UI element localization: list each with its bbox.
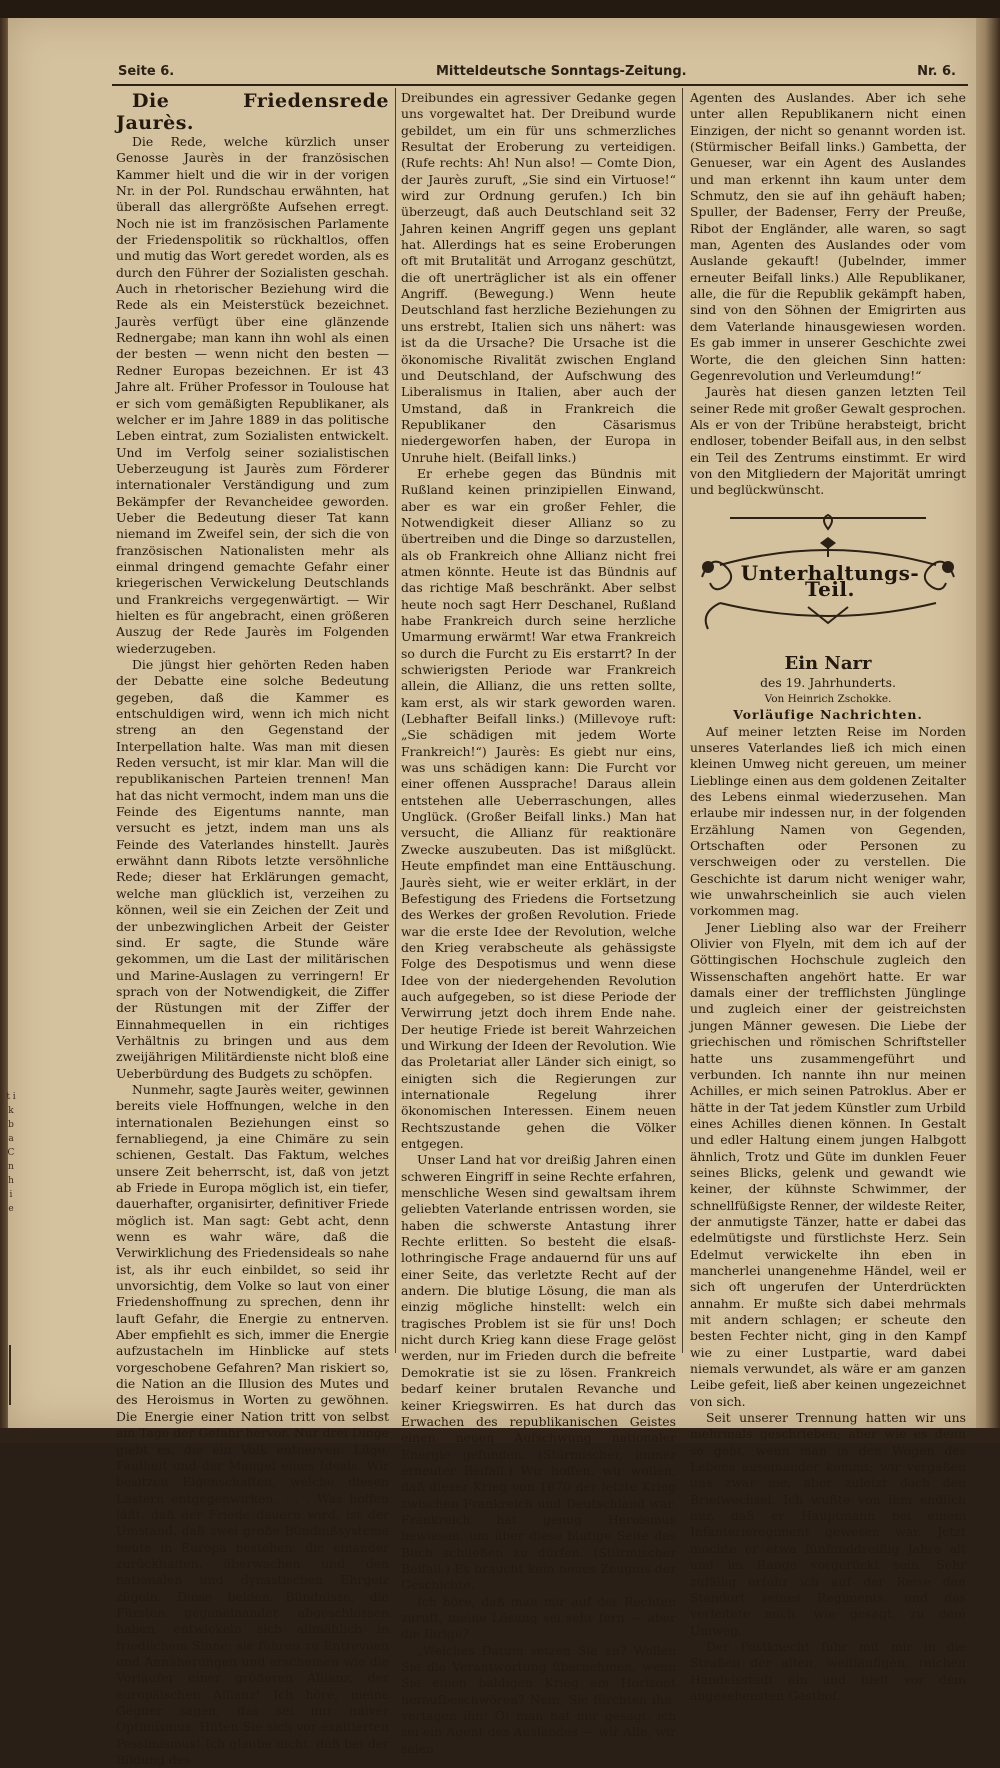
article-paragraph: Er erhebe gegen das Bündnis mit Rußland keinen prinzipiellen Einwand, aber es war ein großer Fehler, die Notwendigkeit dieser Allianz so zu übertreiben und die Dinge so darzustellen, als ob Frankreich ohne Allianz nicht frei atmen könnte. Heute ist das Bündnis auf das richtige Maß beschränkt. Aber selbst heute noch sagt Herr Deschanel, Rußland habe Frankreich durch seine herzliche Umarmung erwärmt! War etwa Frankreich so durch die Furcht zu Eis erstarrt? In der schwierigsten Periode war Frankreich allein, die Allianz, die uns retten sollte, kam erst, als wir stark geworden waren. (Lebhafter Beifall links.) (Millevoye ruft: „Sie schädigen mit jedem Worte Frankreich!“) Jaurès: Es giebt nur eins, was uns schädigen kann: Die Furcht vor einer offenen Aussprache! Daraus allein entstehen alle Ueberraschungen, alles Unglück. (Großer Beifall links.) Man hat versucht, die Allianz für reaktionäre Zwecke auszubeuten. Das ist mißglückt. Heute empfindet man eine Enttäuschung. Jaurès sieht, wie er weiter erklärt, in der Befestigung des Friedens die Fortsetzung des Werkes der großen Revolution. Friede war die erste Idee der Revolution, welche den Krieg verabscheute als gehässigste Folge des Despotismus und wenn diese Idee von der niedergehenden Revolution auch aufgegeben, so ist diese Periode der Verwirrung jetzt doch ihrem Ende nahe. Der heutige Friede ist bereit Wahrzeichen und Wirkung der Ideen der Revolution. Wie das Proletariat aller Länder sich einigt, so einigten sich die Regierungen zur internationale Regelung ihrer ökonomischen Interessen. Einem neuen Rechtszustande gehen die Völker entgegen. xyxy=(401,465,676,1151)
header-rule xyxy=(112,84,968,86)
article-paragraph: Ich höre, daß man mir auf der Rechten zuruft, meine Lösung sei sehr fern — aber die Ihrige? xyxy=(401,1593,676,1642)
issue-number: Nr. 6. xyxy=(917,64,956,79)
article-paragraph: Die jüngst hier gehörten Reden haben der Debatte eine solche Bedeutung gegeben, daß die Kammer es entschuldigen wird, wenn ich mich nicht streng an den Gegenstand der Interpellation halte. Was man mit diesen Reden versucht, ist mir klar. Man will die republikanischen Parteien trennen! Man hat das nicht vermocht, indem man uns die Feinde des Eigentums nannte, man versucht es jetzt, indem man uns als Feinde des Vaterlandes hinstellt. Jaurès erwähnt dann Ribots letzte versöhnliche Rede; dieser hat Erklärungen gemacht, welche man glücklich ist, verzeihen zu können, weil sie ein Zeichen der Zeit und der unbezwinglichen Arbeit der Geister sind. Er sagte, die Stunde wäre gekommen, um die Last der militärischen und Marine-Auslagen zu verringern! Er sprach von der Notwendigkeit, die Ziffer der Rüstungen mit der Ziffer der Einnahmequellen in ein richtiges Verhältnis zu bringen und aus dem zweijährigen Militärdienste nicht bloß eine Ueberbürdung des Budgets zu schöpfen. xyxy=(116,657,389,1081)
article-paragraph: Agenten des Auslandes. Aber ich sehe unter allen Republikanern nicht einen Einzigen, der nicht so genannt worden ist. (Stürmischer Beifall links.) Gambetta, der Genueser, war ein Agent des Auslandes und man erkennt ihn kaum unter dem Schmutz, den sie auf ihn gehäuft haben; Spuller, der Badenser, Ferry der Preuße, Ribot der Engländer, alle waren, so sagt man, Agenten des Auslandes oder vom Auslande gekauft! (Jubelnder, immer erneuter Beifall links.) Alle Republikaner, alle, die für die Republik gekämpft haben, sind von den Söhnen der Emigrirten aus dem Vaterlande hinausgewiesen worden. Es gab immer in unserer Geschichte zwei Worte, die den gleichen Sinn hatten: Gegenrevolution und Verleumdung!“ xyxy=(690,90,966,383)
story-subtitle: des 19. Jahrhunderts. xyxy=(760,674,896,690)
story-paragraph: Auf meiner letzten Reise im Norden unseres Vaterlandes ließ ich mich einen kleinen Umweg nicht gereuen, um meiner Lieblinge einen aus dem goldenen Zeitalter des Lebens einmal wiederzusehen. Man erlaube mir indessen nur, in der folgenden Erzählung Namen von Gegenden, Ortschaften oder Personen zu verschweigen oder zu verstellen. Die Geschichte ist darum nicht weniger wahr, wie unwahrscheinlich sie auch vielen vorkommen mag. xyxy=(690,723,966,919)
story-section-heading: Vorläufige Nachrichten. xyxy=(733,707,923,723)
story-paragraph: Seit unserer Trennung hatten wir uns mehrmals geschrieben; aber wie es denn so geht, wenn man in den Wogen des Lebens auseinander kommt; wir vergaßen uns zwar nie, aber zuletzt doch den Briefwechsel. Ich wußte von ihm endlich nur, daß er Hauptmann bei einem Infanterieregiment gewesen war. Jetzt mochte er etwa fünfunddreißig Jahre alt und im Range vorgerückt sein. Sehr zufällig erfuhr ich auf der Reise den Standort seines Regiments, und das verleitete mich, wie gesagt, zu dem Umweg. xyxy=(690,1410,966,1638)
article-paragraph: Dreibundes ein agressiver Gedanke gegen uns vorgewaltet hat. Der Dreibund wurde gebildet, um ein für uns schmerzliches Resultat der Eroberung zu verteidigen. (Rufe rechts: Ah! Nun also! — Comte Dion, der Jaurès zuruft, „Sie sind ein Virtuose!“ wird zur Ordnung gerufen.) Ich bin überzeugt, daß auch Deutschland seit 32 Jahren keinen Angriff gegen uns geplant hat. Allerdings hat es seine Eroberungen oft mit Brutalität und Arroganz geschützt, die oft unerträglicher ist als ein offener Angriff. (Bewegung.) Wenn heute Deutschland fast herzliche Beziehungen zu uns erstrebt, Italien sich uns nähert: was ist da die Ursache? Die Ursache ist die ökonomische Rivalität zwischen England und Deutschland, der Aufschwung des Liberalismus in Italien, aber auch der Umstand, daß in Frankreich die Republikaner den Cäsarismus niedergeworfen haben, der Europa in Unruhe hielt. (Beifall links.) xyxy=(401,90,676,465)
story-paragraph: Jener Liebling also war der Freiherr Olivier von Flyeln, mit dem ich auf der Göttingischen Hochschule zugleich den Wissenschaften angehört hatte. Er war damals einer der trefflichsten Jünglinge und zugleich einer der geistreichsten jungen Männer gewesen. Die Liebe der griechischen und römischen Schriftsteller hatte uns zusammengeführt und verbunden. Ich nannte ihn nur meinen Achilles, er mich seinen Patroklus. Aber er hätte in der Tat jedem Künstler zum Urbild eines Achilles dienen können. In Gestalt und edler Haltung einem jungen Halbgott ähnlich, Trotz und Güte im dunklen Feuer seines Blicks, gelenk und gewandt wie keiner, der kühnste Schwimmer, der schnellfüßigste Renner, der wildeste Reiter, der anmutigste Tänzer, hatte er dabei das edelmütigste und fürstlichste Herz. Sein Edelmut verwickelte ihn eben in mancherlei unangenehme Händel, weil er sich oft ungerufen der Unterdrückten annahm. Er mußte sich dabei mehrmals mit andern schlagen; er scheute den besten Fechter nicht, ging in den Kampf wie zu einer Lustpartie, ward dabei niemals verwundet, als wäre er am ganzen Leibe gefeit, ließ aber keinen ungezeichnet von sich. xyxy=(690,919,966,1409)
column-3 xyxy=(690,90,966,1703)
article-paragraph: Nunmehr, sagte Jaurès weiter, gewinnen bereits viele Hoffnungen, welche in den internationalen Beziehungen einst so fernabliegend, ja eine Chimäre zu sein schienen, Gestalt. Das Faktum, welches unsere Zeit beherrscht, ist, daß von jetzt ab Friede in Europa möglich ist, ein tiefer, dauerhafter, organisirter, definitiver Friede möglich ist. Man sagt: Gebt acht, denn wenn es wahr wäre, daß die Verwirklichung des Friedensideals so nahe ist, als ihr euch einbildet, so seid ihr unvorsichtig, dem Volke so laut von einer Friedenshoffnung zu sprechen, denn ihr lauft Gefahr, die Energie zu entnerven. Aber empfiehlt es sich, immer die Energie aufzustacheln im Hinblicke auf stets vorgeschobene Gefahren? Man riskiert so, die Nation an die Illusion des Mutes und des Heroismus in Worten zu gewöhnen. Die Energie einer Nation tritt von selbst am Tage der Gefahr hervor. Nur drei Dinge giebt es, die ein Volk entnerven: Lüge, Faulheit und der Mangel eines Ideals. Wir besitzen Eigenschaften, welche diesen Lastern entgegenwirken. . . . Was hoffen läßt, daß der Friede dauern wird, ist der Umstand, daß zwei große Bündnißsysteme heute in Europa bestehen, die einander zurückhalten, überwachen und den nationalen und dynastischen Ehrgeiz zügeln. Diese beiden Bündnisse, die Fürsten gegeneinander abgeschlossen haben, entwickeln sich allmählich in friedlichem Sinne; sie führen zu Entrevuen und Annäherungen und erscheinen wie die Vorläufer einer größeren Allianz, der europäischen Allianz! Ich höre, meine Gegner sagen, das sei nur naiver Optimismus. Hüten Sie sich vor exaltierten Pessimismus! Ich glaube nicht, daß bei der Bildung des xyxy=(116,1081,389,1768)
column-rule-1 xyxy=(395,88,396,1353)
banner-title: Unterhaltungs-Teil. xyxy=(740,560,920,601)
scan-top-edge xyxy=(0,0,1000,18)
newspaper-title: Mitteldeutsche Sonntags-Zeitung. xyxy=(436,64,687,79)
running-header xyxy=(118,64,964,82)
article-paragraph: „Welches Datum setzen Sie an? Wollen Sie die Verantwortung übernehmen, wenn Sie einen baldigen Krieg am Horizont heraufbeschwören? Nein, Sie fürchten ihn, vertagen ihn! O! man hat mir gesagt, ich sei ein Agent des Auslandes — wir Alle, wir seien xyxy=(401,1642,676,1756)
margin-mark xyxy=(9,1345,11,1405)
page-number: Seite 6. xyxy=(118,64,175,79)
story-title: Ein Narr xyxy=(784,652,872,674)
story-author: Von Heinrich Zschokke. xyxy=(764,692,892,705)
column-2 xyxy=(401,90,676,1756)
column-rule-2 xyxy=(682,88,683,1353)
article-paragraph: Jaurès hat diesen ganzen letzten Teil seiner Rede mit großer Gewalt gesprochen. Als er von der Tribüne herabsteigt, bricht endloser, tobender Beifall aus, in den selbst ein Teil des Zentrums einstimmt. Er wird von den Mitgliedern der Majorität umringt und beglückwünscht. xyxy=(690,384,966,498)
margin-note: t i k b a C n h i e xyxy=(6,1092,16,1214)
story-paragraph: Der Postknecht fuhr mit mir in die Straßen der alten, weitläufigen, reichen Handelsstadt ein und hielt vor dem angesehensten Gasthof. xyxy=(690,1638,966,1703)
article-title: Die Friedensrede Jaurès. xyxy=(116,90,389,134)
article-paragraph: Die Rede, welche kürzlich unser Genosse Jaurès in der französischen Kammer hielt und die wir in der vorigen Nr. in der Pol. Rundschau erwähnten, hat überall das allergrößte Aufsehen erregt. Noch nie ist im französischen Parlamente der Friedenspolitik so rückhaltlos, offen und mutig das Wort geredet worden, als es durch den Führer der Sozialisten geschah. Auch in rhetorischer Beziehung wird die Rede als ein Meisterstück bezeichnet. Jaurès verfügt über eine glänzende Rednergabe; man kann ihn wohl als einen der besten — wenn nicht den besten — Redner Europas bezeichnen. Er ist 43 Jahre alt. Früher Professor in Toulouse hat er sich vom gemäßigten Republikaner, als welcher er im Jahre 1889 in das politische Leben eintrat, zum Sozialisten entwickelt. Und im Verfolg seiner sozialistischen Ueberzeugung ist Jaurès zum Förderer internationaler Verständigung und zum Bekämpfer der Revancheidee geworden. Ueber die Bedeutung dieser Tat kann niemand im Zweifel sein, der sich die von französischen Nationalisten mehr als einmal dringend gemachte Gefahr einer kriegerischen Verwickelung Deutschlands und Frankreichs vergegenwärtigt. — Wir hielten es für angebracht, einen größeren Auszug der Rede Jaurès im Folgenden wiederzugeben. xyxy=(116,134,389,656)
column-1 xyxy=(116,90,389,1768)
feuilleton-banner xyxy=(690,507,966,647)
article-paragraph: Unser Land hat vor dreißig Jahren einen schweren Eingriff in seine Rechte erfahren, menschliche Wesen sind gewaltsam ihrem geliebten Vaterlande entrissen worden, sie haben die schwerste Antastung ihrer Rechte erlitten. So besteht die elsaß-lothringische Frage andauernd für uns auf einer Seite, das verletzte Recht auf der andern. Die blutige Lösung, die man als einzig mögliche hinstellt: welch ein tragisches Problem ist sie für uns! Doch nicht durch Krieg kann diese Frage gelöst werden, nur im Frieden durch die befreite Demokratie ist sie zu lösen. Frankreich bedarf keiner brutalen Revanche und keiner Kriegswirren. Es hat durch das Erwachen des republikanischen Geistes einen neuen Aufschwung nationaler Energie gefunden. (Stürmischer, immer erneuter Beifall.) Wir hoffen, wir wollen, daß dieser Krieg von 1870 der letzte Krieg zwischen Frankreich und Deutschland war. Frankreich hat genug Heroismus bewiesen, um über diese blutige Seite das Buch schließen zu dürfen. (Stürmischer Beifall.) Es braucht kein neues Zeugnis der Geschichte. xyxy=(401,1152,676,1593)
